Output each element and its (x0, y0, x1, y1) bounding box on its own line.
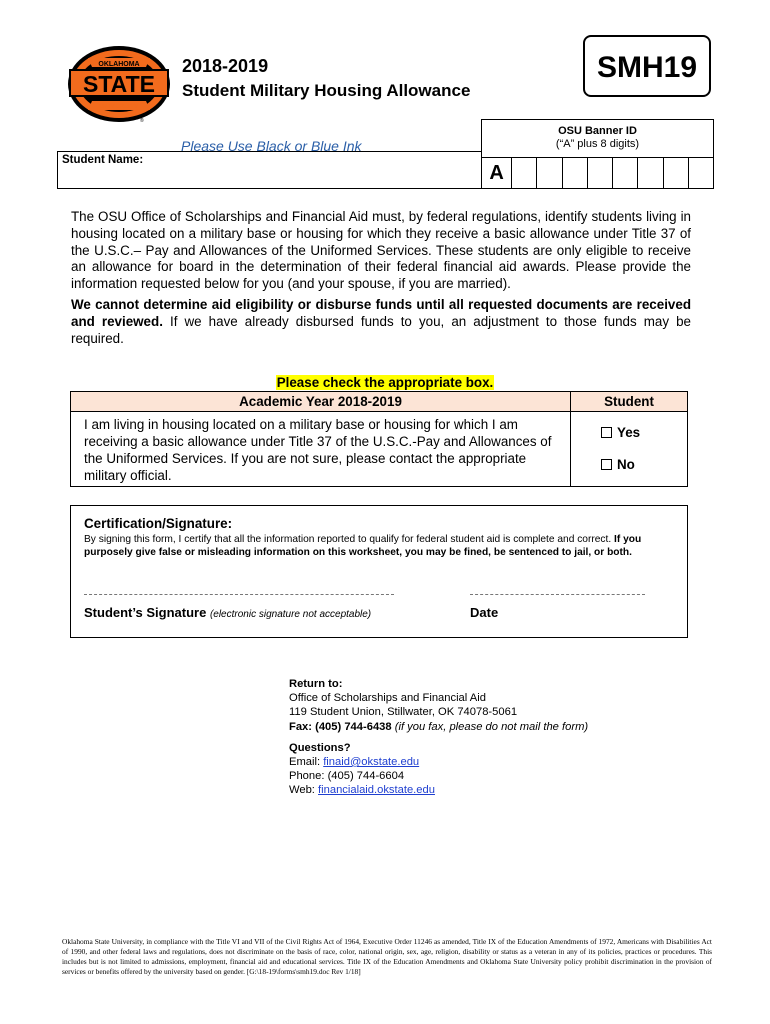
questions-email (289, 755, 588, 769)
banner-id-prefix: A (489, 162, 504, 184)
banner-id-digit[interactable] (562, 158, 587, 188)
intro-paragraph: The OSU Office of Scholarships and Financial Aid must, by federal regulations, identify students living in housing located on a military base or housing for which they receive a basic allowance under Title 37 of the U.S.C.– Pay and Allowances of the Uniformed Services. These students are only eligible to receive an allowance for board in the determination of their federal financial aid awards. Please provide the information requested below for you (and your spouse, if you are married). (71, 209, 691, 292)
banner-id-header (481, 119, 714, 157)
banner-id-digit[interactable] (663, 158, 688, 188)
logo-tm: ® (140, 118, 144, 124)
return-address: 119 Student Union, Stillwater, OK 74078-5061 (289, 706, 518, 719)
academic-year: 2018-2019 (182, 56, 269, 76)
email-label: Email: (289, 756, 324, 769)
fax-note: (if you fax, please do not mail the form) (391, 720, 589, 733)
table-divider (570, 412, 571, 487)
banner-id-label: OSU Banner ID (558, 125, 637, 137)
logo-main-text: STATE (83, 71, 155, 97)
date-label: Date (470, 605, 499, 620)
form-code-badge: SMH19 (583, 35, 711, 97)
ink-instruction: Please Use Black or Blue Ink (181, 138, 362, 154)
banner-id-field[interactable] (481, 157, 714, 189)
banner-id-digit[interactable] (637, 158, 662, 188)
fax-number: Fax: (405) 744-6438 (289, 720, 392, 733)
banner-id-digit[interactable] (511, 158, 536, 188)
check-instruction (0, 374, 770, 392)
housing-statement: I am living in housing located on a military base or housing for which I am receiving a basic allowance under Title 37 of the U.S.C.-Pay and Allowances of the Uniformed Services. If you are not sure, please contact the appropriate military official. (84, 417, 552, 483)
signature-note: (electronic signature not acceptable) (209, 609, 372, 620)
certification-text (84, 533, 684, 560)
no-label: No (617, 457, 635, 472)
questions-web (289, 783, 588, 797)
return-office: Office of Scholarships and Financial Aid (289, 692, 486, 705)
form-title: Student Military Housing Allowance (182, 81, 471, 100)
checkbox-icon (601, 459, 612, 470)
osu-logo (66, 44, 172, 124)
yes-checkbox[interactable] (601, 425, 640, 440)
return-fax (289, 720, 588, 734)
student-name-label: Student Name: (62, 154, 144, 166)
nondiscrimination-footer: Oklahoma State University, in compliance with the Title VI and VII of the Civil Rights Act of 1964, Executive Order 11246 as amended, Title IX of the Education Amendments of 1972, Americans with Disabilities Act of 1990, and other federal laws and regulations, does not discriminate on the basis of race, color, national origin, sex, age, religion, disability or status as a veteran in any of its policies, practices or procedures. This includes but is not limited to admissions, employment, financial aid and educational services. Title IX of the Education Amendments and Oklahoma State University policy prohibit discrimination in the provision of services or benefits offered by the university based on gender. [G:\18-19\forms\smh19.doc Rev 1/18] (62, 937, 712, 976)
logo-top-text: OKLAHOMA (98, 61, 140, 68)
web-label: Web: (289, 784, 319, 797)
checkbox-icon (601, 427, 612, 438)
logo-bottom-text: UNIVERSITY (99, 103, 139, 110)
certification-warning: If you purposely give false or misleading information on this worksheet, you may be fined, be sentenced to jail, or both. (84, 534, 642, 559)
banner-id-digit[interactable] (688, 158, 713, 188)
notice-rest: If we have already disbursed funds to you, an adjustment to those funds may be required. (71, 313, 691, 346)
banner-id-digit[interactable] (612, 158, 637, 188)
signature-label-text: Student’s Signature (84, 605, 207, 620)
notice-paragraph (71, 297, 691, 347)
yes-label: Yes (617, 425, 641, 440)
notice-bold: We cannot determine aid eligibility or disburse funds until all requested documents are received and reviewed. (71, 297, 691, 329)
web-link[interactable]: financialaid.okstate.edu (318, 784, 435, 797)
signature-label (84, 605, 371, 620)
table-header-academic-year: Academic Year 2018-2019 (71, 392, 571, 412)
table-header-student: Student (571, 392, 687, 412)
banner-id-digit[interactable] (587, 158, 612, 188)
banner-id-digit[interactable] (536, 158, 561, 188)
certification-title: Certification/Signature: (84, 516, 233, 531)
contact-block (289, 677, 588, 798)
return-heading: Return to: (289, 678, 343, 690)
certification-statement: By signing this form, I certify that all the information reported to qualify for federal student aid is complete and correct. (84, 534, 612, 545)
no-checkbox[interactable] (601, 457, 635, 472)
date-field[interactable] (470, 594, 645, 595)
banner-id-hint: (“A” plus 8 digits) (555, 138, 640, 150)
questions-phone: Phone: (405) 744-6604 (289, 770, 405, 783)
signature-field[interactable] (84, 594, 394, 595)
check-instruction-text: Please check the appropriate box. (276, 375, 494, 390)
email-link[interactable]: finaid@okstate.edu (323, 756, 420, 769)
questions-heading: Questions? (289, 741, 351, 754)
